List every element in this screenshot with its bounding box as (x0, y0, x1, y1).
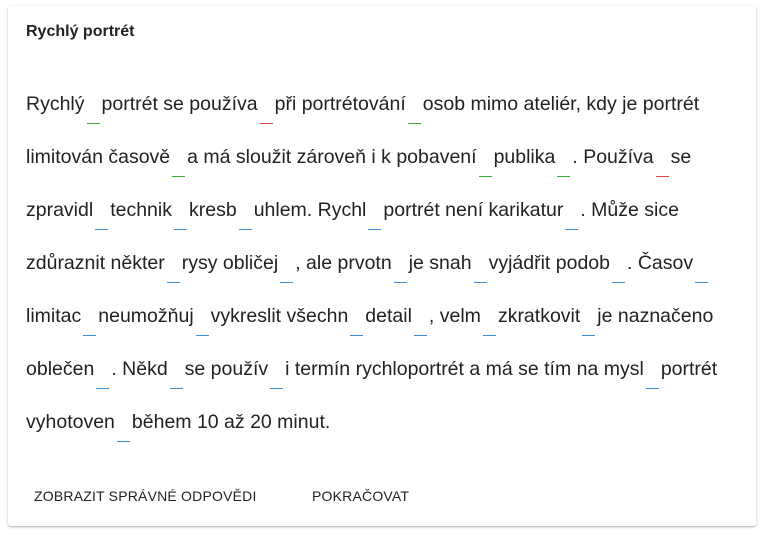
gap-empty[interactable] (176, 196, 185, 216)
text-segment: kresb (189, 199, 237, 221)
text-segment: se (670, 146, 692, 168)
text-segment: rysy obličej (181, 252, 279, 274)
gap-empty[interactable] (97, 196, 106, 216)
text-segment: vykreslit všechn (210, 305, 349, 327)
text-segment: publika (493, 146, 556, 168)
text-line (26, 408, 330, 436)
gap-correct[interactable] (174, 143, 183, 163)
gap-empty[interactable] (241, 196, 250, 216)
gap-empty[interactable] (282, 249, 291, 269)
text-segment: . Používa (572, 146, 654, 168)
text-segment: . Někd (111, 358, 168, 380)
text-segment: a má sloužit zároveň i k pobavení (187, 146, 477, 168)
gap-empty[interactable] (172, 355, 181, 375)
gap-incorrect[interactable] (262, 90, 271, 110)
text-segment: i termín rychloportrét a má se tím na mysl (285, 358, 644, 380)
text-segment: portrét se používa (101, 93, 258, 115)
gap-incorrect[interactable] (658, 143, 667, 163)
text-segment: . Může sice (580, 199, 679, 221)
gap-empty[interactable] (697, 249, 706, 269)
gap-correct[interactable] (410, 90, 419, 110)
text-segment: při portrétování (274, 93, 406, 115)
gap-empty[interactable] (648, 355, 657, 375)
text-segment: portrét není karikatur (383, 199, 564, 221)
gap-empty[interactable] (85, 302, 94, 322)
gap-empty[interactable] (584, 302, 593, 322)
gap-correct[interactable] (89, 90, 98, 110)
text-segment: limitován časově (26, 146, 171, 168)
text-segment: limitac (26, 305, 82, 327)
gap-empty[interactable] (476, 249, 485, 269)
exercise-card (8, 6, 756, 526)
text-segment: vyjádřit podob (488, 252, 610, 274)
gap-empty[interactable] (485, 302, 494, 322)
text-segment: je snah (408, 252, 472, 274)
text-segment: . Časov (627, 252, 694, 274)
text-segment: neumožňuj (98, 305, 194, 327)
exercise-title: Rychlý portrét (26, 23, 135, 40)
text-segment: oblečen (26, 358, 95, 380)
text-segment: zpravidl (26, 199, 94, 221)
gap-empty[interactable] (614, 249, 623, 269)
gap-empty[interactable] (272, 355, 281, 375)
gap-empty[interactable] (416, 302, 425, 322)
text-segment: portrét (660, 358, 718, 380)
show-correct-answers-button[interactable]: ZOBRAZIT SPRÁVNÉ ODPOVĚDI (34, 488, 257, 504)
text-line (26, 90, 699, 118)
gap-empty[interactable] (352, 302, 361, 322)
text-segment: se použív (184, 358, 269, 380)
text-segment: uhlem. Rychl (253, 199, 367, 221)
gap-empty[interactable] (370, 196, 379, 216)
text-line (26, 302, 713, 330)
gap-correct[interactable] (559, 143, 568, 163)
text-line (26, 355, 717, 383)
text-segment: , velm (428, 305, 481, 327)
gap-empty[interactable] (119, 408, 128, 428)
text-segment: vyhotoven (26, 411, 115, 433)
text-line (26, 249, 710, 277)
text-segment: osob mimo ateliér, kdy je portrét (422, 93, 700, 115)
gap-correct[interactable] (481, 143, 490, 163)
gap-empty[interactable] (98, 355, 107, 375)
text-segment: zdůraznit někter (26, 252, 165, 274)
text-segment: je naznačeno (597, 305, 714, 327)
text-segment: detail (365, 305, 412, 327)
text-line (26, 196, 679, 224)
text-segment: , ale prvotn (295, 252, 392, 274)
text-line (26, 143, 691, 171)
gap-empty[interactable] (169, 249, 178, 269)
text-segment: zkratkovit (497, 305, 581, 327)
gap-empty[interactable] (396, 249, 405, 269)
text-segment: technik (110, 199, 172, 221)
text-segment: Rychlý (26, 93, 85, 115)
text-segment: během 10 až 20 minut. (131, 411, 331, 433)
gap-empty[interactable] (198, 302, 207, 322)
gap-empty[interactable] (567, 196, 576, 216)
continue-button[interactable]: POKRAČOVAT (312, 488, 410, 504)
